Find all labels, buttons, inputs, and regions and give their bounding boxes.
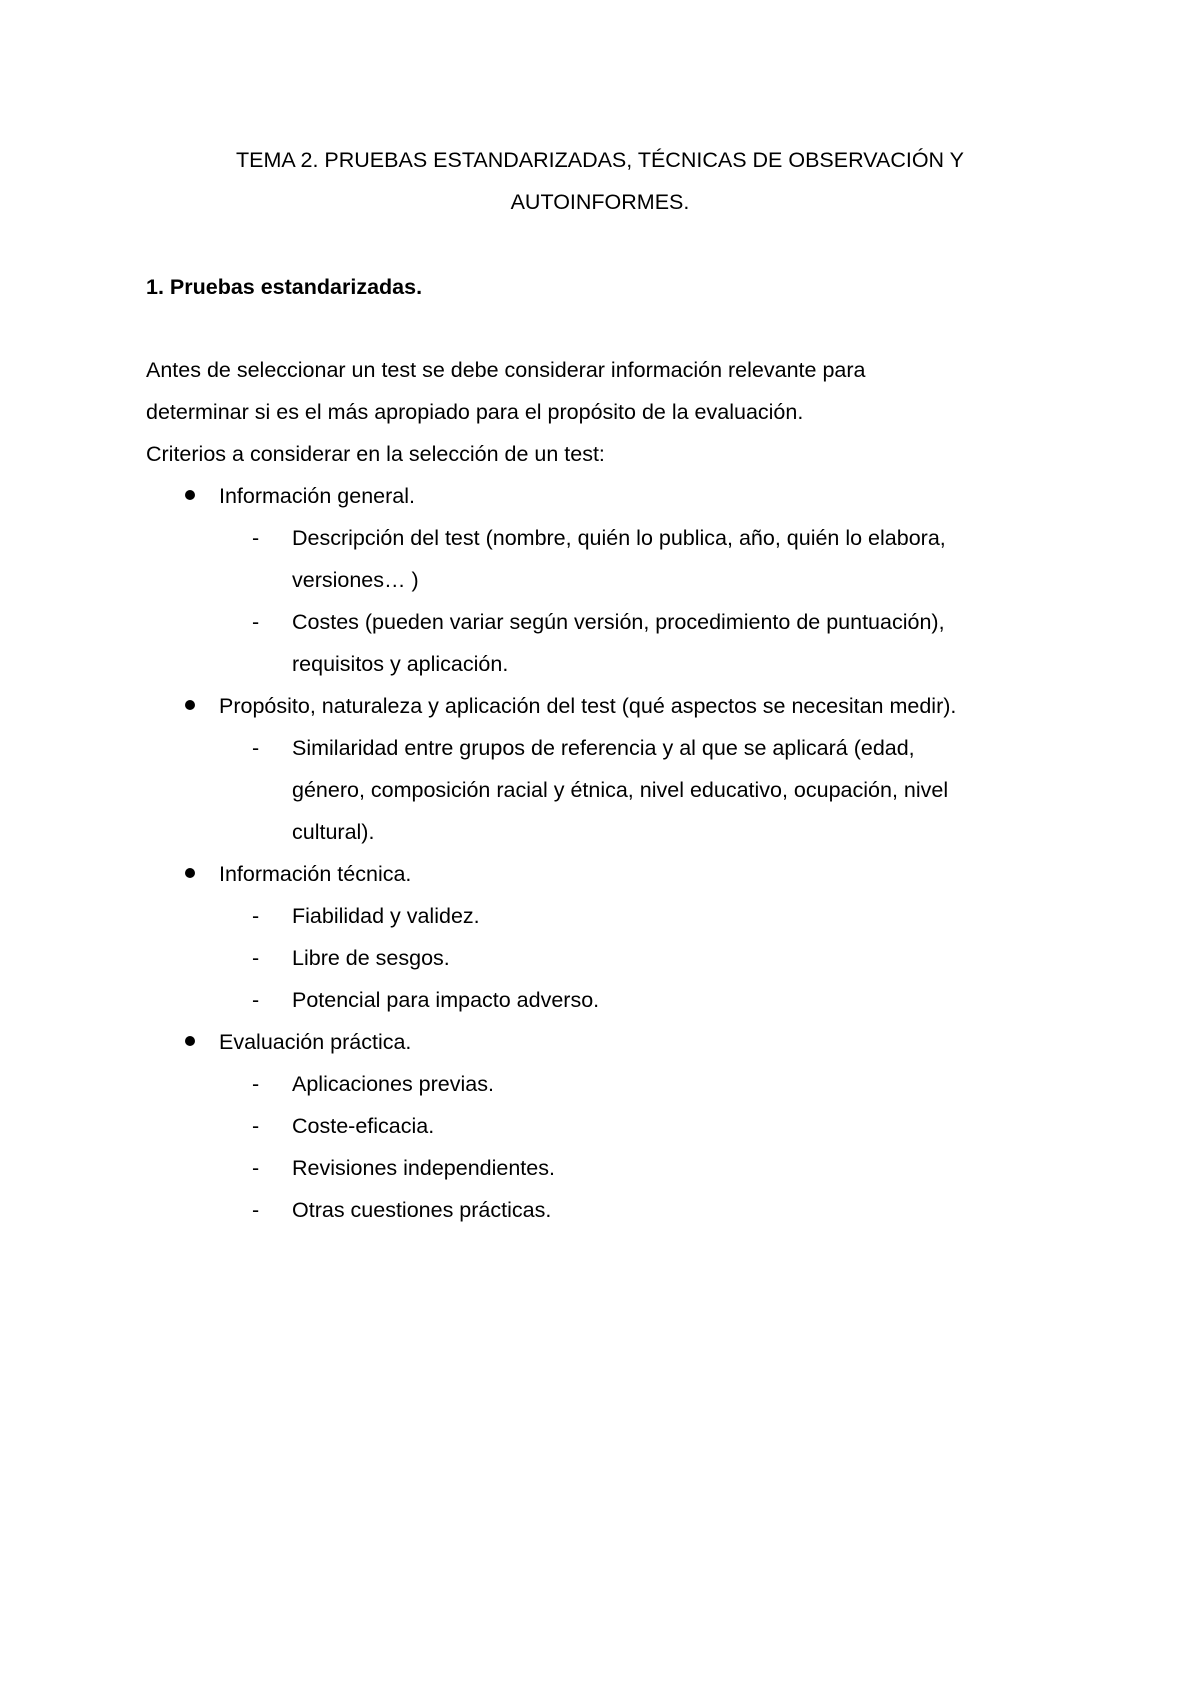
bullet-label: Información técnica. xyxy=(219,862,412,886)
document-title xyxy=(150,139,1050,223)
dash-icon: - xyxy=(252,1114,260,1138)
sub-item-line: género, composición racial y étnica, nivel educativo, ocupación, nivel xyxy=(292,778,949,802)
sub-list xyxy=(219,517,1200,685)
dash-icon: - xyxy=(252,610,260,634)
sub-item-line: Costes (pueden variar según versión, procedimiento de puntuación), xyxy=(292,610,945,634)
intro-paragraph xyxy=(146,349,1066,475)
dash-icon: - xyxy=(252,1198,260,1222)
sub-list-item xyxy=(0,937,1072,979)
sub-item-line: Coste-eficacia. xyxy=(292,1114,435,1138)
bullet-icon xyxy=(185,868,195,878)
sub-list-item xyxy=(0,517,1072,601)
section-heading: 1. Pruebas estandarizadas. xyxy=(146,275,423,299)
sub-item-line: versiones… ) xyxy=(292,568,419,592)
sub-list xyxy=(219,895,1200,1021)
title-line-1: TEMA 2. PRUEBAS ESTANDARIZADAS, TÉCNICAS DE OBSERVACIÓN Y xyxy=(236,148,964,172)
list-item xyxy=(0,853,1200,1021)
dash-icon: - xyxy=(252,904,260,928)
list-item xyxy=(0,475,1200,685)
sub-item-line: Descripción del test (nombre, quién lo publica, año, quién lo elabora, xyxy=(292,526,946,550)
bullet-label: Información general. xyxy=(219,484,415,508)
list-item xyxy=(0,1021,1200,1231)
dash-icon: - xyxy=(252,946,260,970)
sub-list-item xyxy=(0,1105,1072,1147)
dash-icon: - xyxy=(252,1156,260,1180)
sub-list-item xyxy=(0,895,1072,937)
sub-item-line: Potencial para impacto adverso. xyxy=(292,988,600,1012)
sub-item-line: Fiabilidad y validez. xyxy=(292,904,480,928)
sub-item-line: cultural). xyxy=(292,820,375,844)
sub-item-line: Libre de sesgos. xyxy=(292,946,450,970)
sub-list-item xyxy=(0,1189,1072,1231)
sub-item-line: Aplicaciones previas. xyxy=(292,1072,494,1096)
title-line-2: AUTOINFORMES. xyxy=(510,190,690,214)
sub-list xyxy=(219,1063,1200,1231)
bullet-icon xyxy=(185,700,195,710)
criteria-list xyxy=(0,475,1200,1231)
sub-list-item xyxy=(0,979,1072,1021)
bullet-label: Propósito, naturaleza y aplicación del test (qué aspectos se necesitan medir). xyxy=(219,694,957,718)
sub-item-line: Otras cuestiones prácticas. xyxy=(292,1198,552,1222)
dash-icon: - xyxy=(252,988,260,1012)
sub-list-item xyxy=(0,1147,1072,1189)
sub-list-item xyxy=(0,601,1072,685)
bullet-icon xyxy=(185,1036,195,1046)
sub-item-line: requisitos y aplicación. xyxy=(292,652,509,676)
dash-icon: - xyxy=(252,526,260,550)
dash-icon: - xyxy=(252,1072,260,1096)
sub-item-line: Revisiones independientes. xyxy=(292,1156,555,1180)
intro-line-2: determinar si es el más apropiado para el propósito de la evaluación. xyxy=(146,400,804,424)
sub-list-item xyxy=(0,1063,1072,1105)
bullet-icon xyxy=(185,490,195,500)
list-item xyxy=(0,685,1200,853)
sub-item-line: Similaridad entre grupos de referencia y al que se aplicará (edad, xyxy=(292,736,915,760)
bullet-label: Evaluación práctica. xyxy=(219,1030,412,1054)
dash-icon: - xyxy=(252,736,260,760)
criteria-line: Criterios a considerar en la selección de un test: xyxy=(146,442,605,466)
sub-list-item xyxy=(0,727,1072,853)
sub-list xyxy=(219,727,1200,853)
intro-line-1: Antes de seleccionar un test se debe considerar información relevante para xyxy=(146,358,866,382)
